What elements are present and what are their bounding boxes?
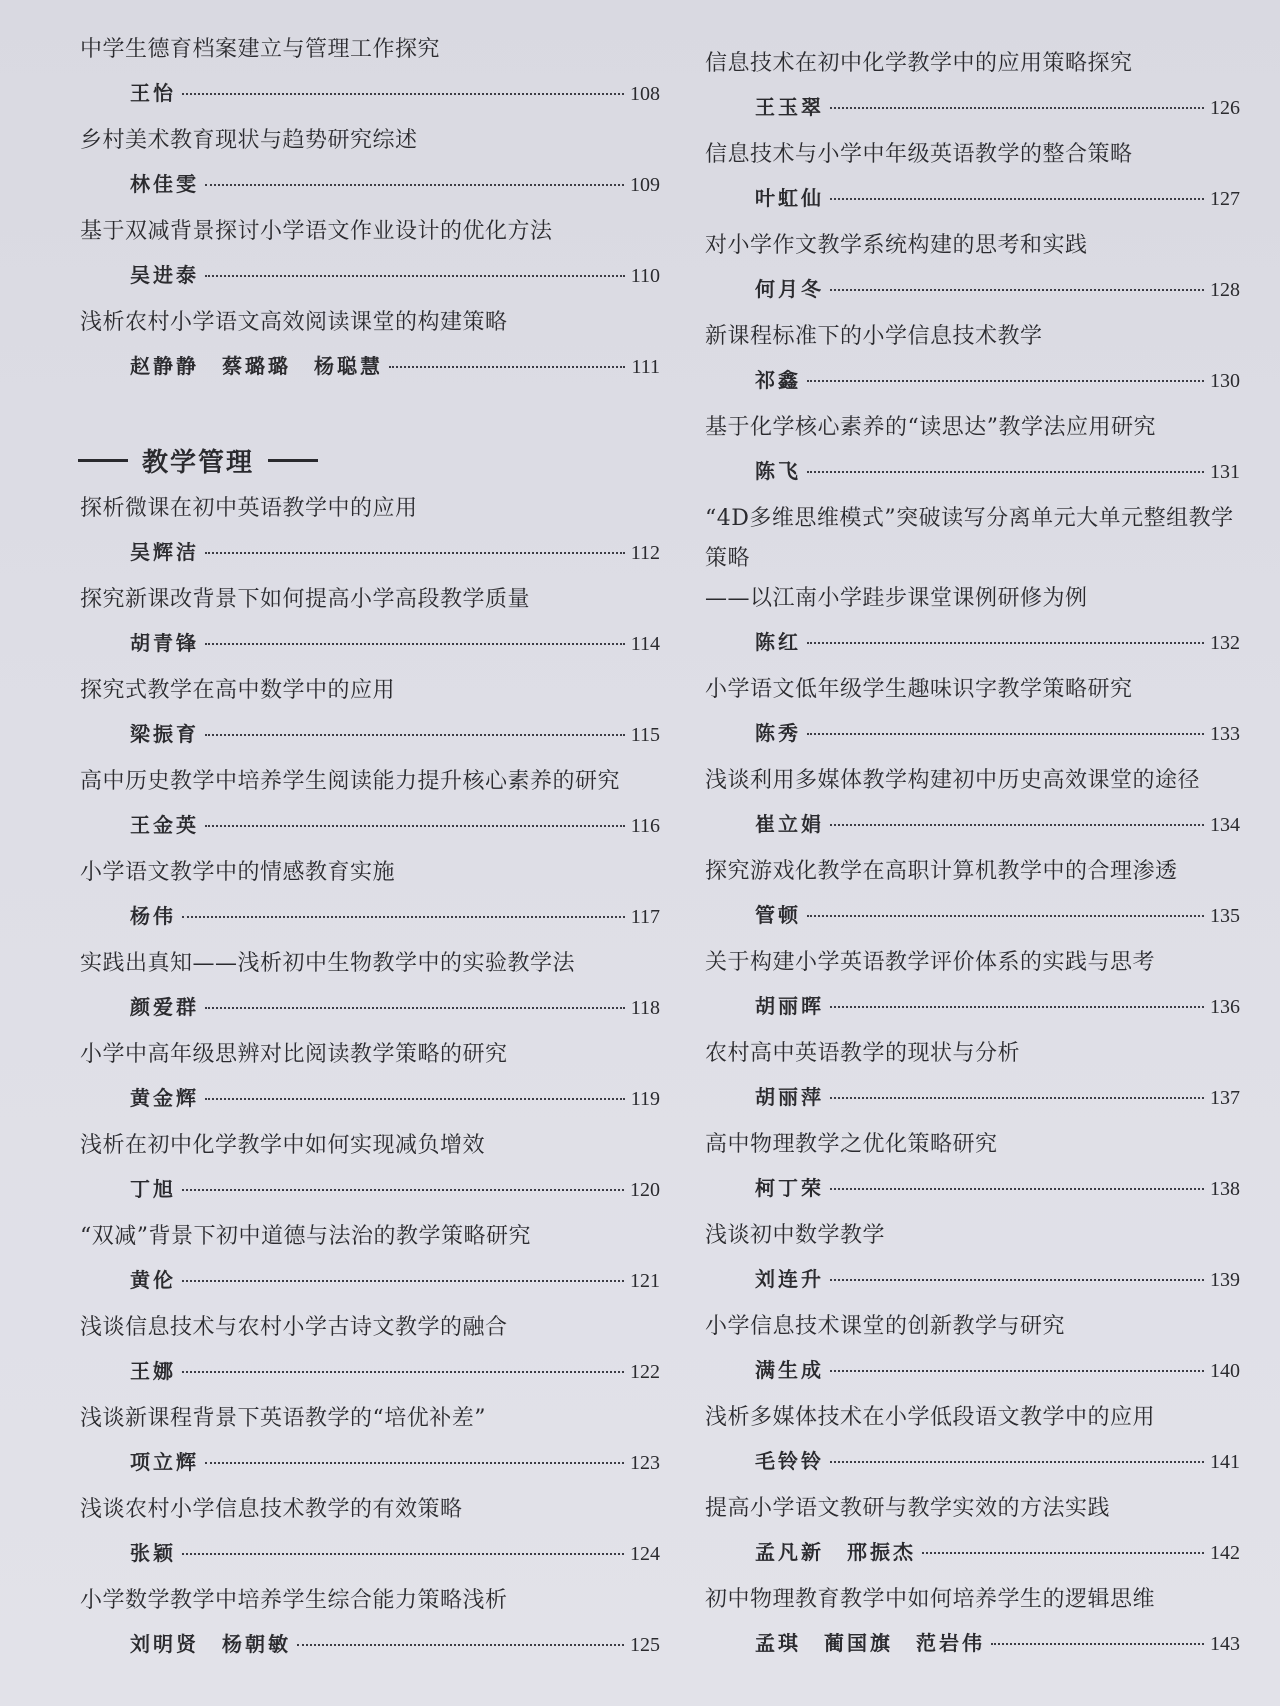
entry-title: 基于化学核心素养的“读思达”教学法应用研究 xyxy=(705,415,1156,440)
entry-page-number: 137 xyxy=(1210,1087,1240,1109)
entry-page-number: 130 xyxy=(1210,370,1240,392)
toc-entry[interactable] xyxy=(705,317,1240,404)
entry-title: 小学语文低年级学生趣味识字教学策略研究 xyxy=(705,677,1133,702)
entry-author: 黄伦 xyxy=(130,1268,176,1292)
entry-page-number: 110 xyxy=(630,265,660,287)
entry-page-number: 109 xyxy=(630,174,660,196)
entry-author: 陈红 xyxy=(755,630,801,654)
dot-leader xyxy=(205,734,625,736)
dot-leader xyxy=(205,825,625,827)
entry-author: 何月冬 xyxy=(755,277,824,301)
entry-page-number: 125 xyxy=(630,1634,660,1656)
entry-author: 刘连升 xyxy=(755,1267,824,1291)
entry-author: 孟凡新 邢振杰 xyxy=(755,1540,916,1564)
entry-author: 吴进泰 xyxy=(130,263,199,287)
entry-author: 崔立娟 xyxy=(755,812,824,836)
entry-meta xyxy=(80,252,660,299)
toc-entry[interactable] xyxy=(80,1217,660,1304)
entry-meta xyxy=(705,710,1240,757)
entry-page-number: 114 xyxy=(630,633,660,655)
dot-leader xyxy=(807,471,1204,473)
dot-leader xyxy=(807,915,1204,917)
entry-title: 小学数学教学中培养学生综合能力策略浅析 xyxy=(80,1588,508,1613)
dot-leader xyxy=(830,1006,1204,1008)
entry-meta xyxy=(80,343,660,390)
entry-meta xyxy=(80,1439,660,1486)
entry-title: 初中物理教育教学中如何培养学生的逻辑思维 xyxy=(705,1587,1156,1612)
entry-title: 新课程标准下的小学信息技术教学 xyxy=(705,324,1043,349)
section-rule-right xyxy=(268,459,318,462)
entry-page-number: 111 xyxy=(631,356,660,378)
entry-title: 农村高中英语教学的现状与分析 xyxy=(705,1041,1021,1066)
dot-leader xyxy=(830,1188,1204,1190)
toc-entry[interactable] xyxy=(80,1035,660,1122)
entry-title: 信息技术与小学中年级英语教学的整合策略 xyxy=(705,142,1133,167)
dot-leader xyxy=(830,824,1204,826)
dot-leader xyxy=(922,1552,1204,1554)
entry-meta xyxy=(80,620,660,667)
toc-entry[interactable] xyxy=(80,853,660,940)
toc-entry[interactable] xyxy=(80,1308,660,1395)
entry-page-number: 132 xyxy=(1210,632,1240,654)
entry-author: 胡丽晖 xyxy=(755,994,824,1018)
dot-leader xyxy=(182,1553,624,1555)
entry-meta xyxy=(705,175,1240,222)
toc-entry[interactable] xyxy=(80,30,660,117)
right-column xyxy=(705,44,1240,1671)
entry-title: 浅谈信息技术与农村小学古诗文教学的融合 xyxy=(80,1315,508,1340)
entry-meta xyxy=(80,70,660,117)
entry-title: 探究式教学在高中数学中的应用 xyxy=(80,678,396,703)
toc-entry[interactable] xyxy=(705,670,1240,757)
toc-entry[interactable] xyxy=(705,943,1240,1030)
toc-entry[interactable] xyxy=(80,580,660,667)
entry-meta xyxy=(80,802,660,849)
entry-page-number: 122 xyxy=(630,1361,660,1383)
entry-author: 柯丁荣 xyxy=(755,1176,824,1200)
entry-title: 高中物理教学之优化策略研究 xyxy=(705,1132,998,1157)
entry-author: 项立辉 xyxy=(130,1450,199,1474)
toc-entry[interactable] xyxy=(705,1307,1240,1394)
entry-title: 浅谈农村小学信息技术教学的有效策略 xyxy=(80,1497,463,1522)
entry-meta xyxy=(705,266,1240,313)
entry-title: 浅析在初中化学教学中如何实现减负增效 xyxy=(80,1133,486,1158)
entry-meta xyxy=(705,84,1240,131)
section-heading xyxy=(78,442,660,479)
entry-title: 基于双减背景探讨小学语文作业设计的优化方法 xyxy=(80,219,553,244)
dot-leader xyxy=(182,93,624,95)
entry-author: 陈秀 xyxy=(755,721,801,745)
dot-leader xyxy=(205,184,624,186)
entry-page-number: 124 xyxy=(630,1543,660,1565)
entry-meta xyxy=(80,1257,660,1304)
entry-meta xyxy=(705,1256,1240,1303)
toc-entry[interactable] xyxy=(705,761,1240,848)
entry-page-number: 108 xyxy=(630,83,660,105)
toc-entry[interactable] xyxy=(80,944,660,1031)
entry-page-number: 138 xyxy=(1210,1178,1240,1200)
entry-page-number: 135 xyxy=(1210,905,1240,927)
dot-leader xyxy=(807,642,1204,644)
entry-title: 浅谈新课程背景下英语教学的“培优补差” xyxy=(80,1406,486,1431)
entry-page-number: 116 xyxy=(630,815,660,837)
entry-author: 王金英 xyxy=(130,813,199,837)
entry-meta xyxy=(705,619,1240,666)
entry-page-number: 119 xyxy=(630,1088,660,1110)
toc-entry[interactable] xyxy=(705,408,1240,495)
entry-author: 赵静静 蔡璐璐 杨聪慧 xyxy=(130,354,383,378)
toc-entry[interactable] xyxy=(80,489,660,576)
dot-leader xyxy=(830,1097,1204,1099)
entry-meta xyxy=(80,1530,660,1577)
toc-entry[interactable] xyxy=(705,135,1240,222)
entry-meta xyxy=(80,893,660,940)
dot-leader xyxy=(991,1643,1204,1645)
dot-leader xyxy=(830,107,1204,109)
dot-leader xyxy=(205,643,625,645)
dot-leader xyxy=(807,380,1204,382)
entry-author: 颜爱群 xyxy=(130,995,199,1019)
entry-meta xyxy=(705,1347,1240,1394)
entry-page-number: 131 xyxy=(1210,461,1240,483)
dot-leader xyxy=(205,552,625,554)
dot-leader xyxy=(830,198,1204,200)
entry-meta xyxy=(80,161,660,208)
toc-entry[interactable] xyxy=(80,303,660,390)
entry-author: 毛铃铃 xyxy=(755,1449,824,1473)
entry-author: 满生成 xyxy=(755,1358,824,1382)
toc-entry[interactable] xyxy=(705,226,1240,313)
entry-title: 乡村美术教育现状与趋势研究综述 xyxy=(80,128,418,153)
entry-title: 探究游戏化教学在高职计算机教学中的合理渗透 xyxy=(705,859,1178,884)
toc-entry[interactable] xyxy=(705,499,1240,666)
entry-title: 实践出真知——浅析初中生物教学中的实验教学法 xyxy=(80,951,576,976)
entry-page-number: 128 xyxy=(1210,279,1240,301)
right-entries xyxy=(705,44,1240,1667)
entry-author: 叶虹仙 xyxy=(755,186,824,210)
entry-meta xyxy=(80,529,660,576)
toc-entry[interactable] xyxy=(80,212,660,299)
entry-title: 中学生德育档案建立与管理工作探究 xyxy=(80,37,441,62)
entry-page-number: 140 xyxy=(1210,1360,1240,1382)
entry-meta xyxy=(705,1438,1240,1485)
toc-entry[interactable] xyxy=(80,1490,660,1577)
entry-page-number: 121 xyxy=(630,1270,660,1292)
entry-meta xyxy=(705,1620,1240,1667)
entry-author: 杨伟 xyxy=(130,904,176,928)
left-top-entries xyxy=(80,30,660,390)
entry-meta xyxy=(705,357,1240,404)
toc-entry[interactable] xyxy=(705,1398,1240,1485)
dot-leader xyxy=(182,1371,624,1373)
entry-meta xyxy=(80,1621,660,1668)
dot-leader xyxy=(182,916,625,918)
entry-title: 对小学作文教学系统构建的思考和实践 xyxy=(705,233,1088,258)
entry-title: 浅谈初中数学教学 xyxy=(705,1223,886,1248)
entry-page-number: 136 xyxy=(1210,996,1240,1018)
toc-entry[interactable] xyxy=(705,1125,1240,1212)
entry-author: 王娜 xyxy=(130,1359,176,1383)
entry-author: 吴辉洁 xyxy=(130,540,199,564)
dot-leader xyxy=(830,289,1204,291)
dot-leader xyxy=(807,733,1204,735)
section-rule-left xyxy=(78,459,128,462)
entry-title: 浅析多媒体技术在小学低段语文教学中的应用 xyxy=(705,1405,1156,1430)
toc-entry[interactable] xyxy=(705,1489,1240,1576)
entry-page-number: 142 xyxy=(1210,1542,1240,1564)
dot-leader xyxy=(830,1279,1204,1281)
toc-entry[interactable] xyxy=(80,1399,660,1486)
entry-page-number: 118 xyxy=(630,997,660,1019)
entry-page-number: 115 xyxy=(630,724,660,746)
entry-title: 探析微课在初中英语教学中的应用 xyxy=(80,496,418,521)
entry-page-number: 143 xyxy=(1210,1633,1240,1655)
entry-meta xyxy=(705,892,1240,939)
entry-title: 提高小学语文教研与教学实效的方法实践 xyxy=(705,1496,1111,1521)
entry-author: 胡丽萍 xyxy=(755,1085,824,1109)
entry-title: 小学信息技术课堂的创新教学与研究 xyxy=(705,1314,1066,1339)
toc-entry[interactable] xyxy=(80,762,660,849)
entry-page-number: 139 xyxy=(1210,1269,1240,1291)
toc-entry[interactable] xyxy=(705,1216,1240,1303)
toc-entry[interactable] xyxy=(80,671,660,758)
toc-entry[interactable] xyxy=(80,121,660,208)
toc-entry[interactable] xyxy=(705,1034,1240,1121)
dot-leader xyxy=(830,1461,1204,1463)
entry-title: 浅析农村小学语文高效阅读课堂的构建策略 xyxy=(80,310,508,335)
section-title: 教学管理 xyxy=(142,448,255,478)
entry-author: 管顿 xyxy=(755,903,801,927)
entry-page-number: 120 xyxy=(630,1179,660,1201)
dot-leader xyxy=(205,1007,625,1009)
dot-leader xyxy=(205,1462,624,1464)
left-section-entries xyxy=(80,489,660,1668)
entry-title: 高中历史教学中培养学生阅读能力提升核心素养的研究 xyxy=(80,769,621,794)
entry-title: 小学语文教学中的情感教育实施 xyxy=(80,860,396,885)
entry-meta xyxy=(705,801,1240,848)
dot-leader xyxy=(205,275,625,277)
entry-author: 祁鑫 xyxy=(755,368,801,392)
entry-page-number: 117 xyxy=(630,906,660,928)
entry-meta xyxy=(80,984,660,1031)
entry-author: 梁振育 xyxy=(130,722,199,746)
toc-entry[interactable] xyxy=(705,1580,1240,1667)
entry-title: 关于构建小学英语教学评价体系的实践与思考 xyxy=(705,950,1156,975)
left-column xyxy=(80,30,660,1672)
entry-title: “双减”背景下初中道德与法治的教学策略研究 xyxy=(80,1224,531,1249)
entry-title: 小学中高年级思辨对比阅读教学策略的研究 xyxy=(80,1042,508,1067)
entry-author: 胡青锋 xyxy=(130,631,199,655)
entry-page-number: 141 xyxy=(1210,1451,1240,1473)
toc-entry[interactable] xyxy=(705,44,1240,131)
entry-meta xyxy=(705,1529,1240,1576)
entry-title: 浅谈利用多媒体教学构建初中历史高效课堂的途径 xyxy=(705,768,1201,793)
entry-author: 丁旭 xyxy=(130,1177,176,1201)
entry-author: 王怡 xyxy=(130,81,176,105)
entry-meta xyxy=(80,711,660,758)
entry-author: 王玉翠 xyxy=(755,95,824,119)
entry-meta xyxy=(80,1075,660,1122)
entry-author: 张颖 xyxy=(130,1541,176,1565)
entry-meta xyxy=(705,448,1240,495)
entry-author: 刘明贤 杨朝敏 xyxy=(130,1632,291,1656)
dot-leader xyxy=(182,1189,624,1191)
entry-title: “4D多维思维模式”突破读写分离单元大单元整组教学策略 xyxy=(705,506,1234,571)
entry-author: 孟琪 蔺国旗 范岩伟 xyxy=(755,1631,985,1655)
entry-author: 黄金辉 xyxy=(130,1086,199,1110)
toc-entry[interactable] xyxy=(80,1581,660,1668)
dot-leader xyxy=(297,1644,624,1646)
entry-page-number: 133 xyxy=(1210,723,1240,745)
entry-title: 探究新课改背景下如何提高小学高段教学质量 xyxy=(80,587,531,612)
entry-subtitle: ——以江南小学跬步课堂课例研修为例 xyxy=(705,586,1088,611)
toc-entry[interactable] xyxy=(705,852,1240,939)
toc-entry[interactable] xyxy=(80,1126,660,1213)
entry-page-number: 126 xyxy=(1210,97,1240,119)
entry-meta xyxy=(80,1348,660,1395)
entry-page-number: 112 xyxy=(630,542,660,564)
dot-leader xyxy=(182,1280,624,1282)
dot-leader xyxy=(830,1370,1204,1372)
entry-author: 陈飞 xyxy=(755,459,801,483)
entry-page-number: 127 xyxy=(1210,188,1240,210)
entry-page-number: 123 xyxy=(630,1452,660,1474)
dot-leader xyxy=(205,1098,625,1100)
entry-page-number: 134 xyxy=(1210,814,1240,836)
entry-meta xyxy=(705,1074,1240,1121)
entry-title: 信息技术在初中化学教学中的应用策略探究 xyxy=(705,51,1133,76)
entry-author: 林佳雯 xyxy=(130,172,199,196)
entry-meta xyxy=(705,983,1240,1030)
dot-leader xyxy=(389,366,625,368)
entry-meta xyxy=(705,1165,1240,1212)
entry-meta xyxy=(80,1166,660,1213)
